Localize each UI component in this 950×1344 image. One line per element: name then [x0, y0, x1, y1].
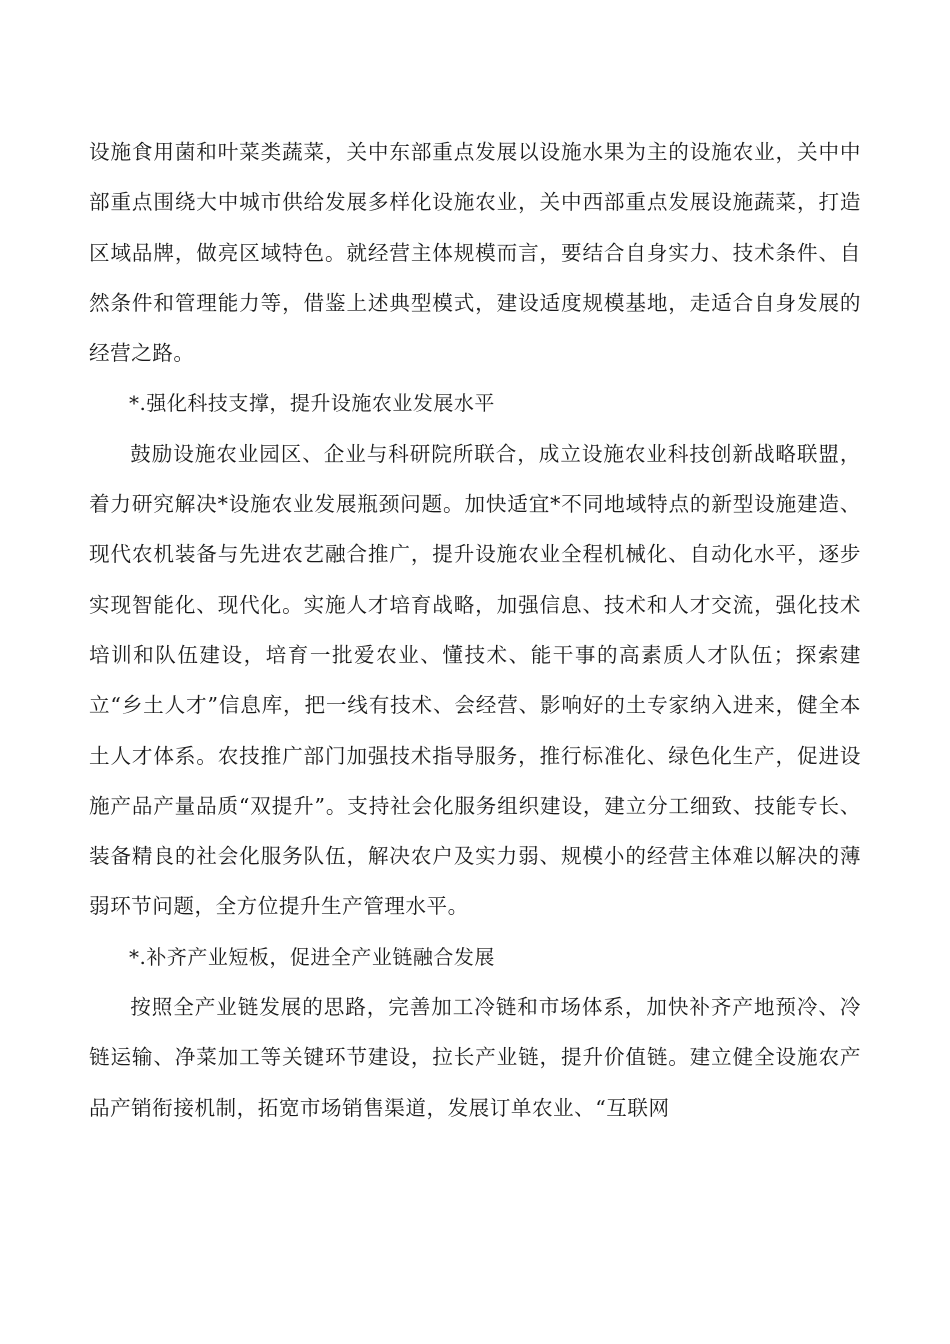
section-heading-tech-support: *.强化科技支撑，提升设施农业发展水平	[129, 391, 495, 416]
paragraph-tech-support: 鼓励设施农业园区、企业与科研院所联合，成立设施农业科技创新战略联盟，着力研究解决*设施农业发展瓶颈问题。加快适宜*不同地域特点的新型设施建造、现代农机装备与先进农艺融合推广，提升设施农业全程机械化、自动化水平，逐步实现智能化、现代化。实施人才培育战略，加强信息、技术和人才交流，强化技术培训和队伍建设，培育一批爱农业、懂技术、能干事的高素质人才队伍；探索建立“乡土人才”信息库，把一线有技术、会经营、影响好的土专家纳入进来，健全本土人才体系。农技推广部门加强技术指导服务，推行标准化、绿色化生产，促进设施产品产量品质“双提升”。支持社会化服务组织建设，建立分工细致、技能专长、装备精良的社会化服务队伍，解决农户及实力弱、规模小的经营主体难以解决的薄弱环节问题，全方位提升生产管理水平。	[89, 441, 861, 919]
paragraph-continued: 设施食用菌和叶菜类蔬菜，关中东部重点发展以设施水果为主的设施农业，关中中部重点围绕大中城市供给发展多样化设施农业，关中西部重点发展设施蔬菜，打造区域品牌，做亮区域特色。就经营主体规模而言，要结合自身实力、技术条件、自然条件和管理能力等，借鉴上述典型模式，建设适度规模基地，走适合自身发展的经营之路。	[89, 140, 861, 366]
document-body	[89, 127, 861, 1133]
paragraph-industry-chain: 按照全产业链发展的思路，完善加工冷链和市场体系，加快补齐产地预冷、冷链运输、净菜加工等关键环节建设，拉长产业链，提升价值链。建立健全设施农产品产销衔接机制，拓宽市场销售渠道，发展订单农业、“互联网	[89, 995, 861, 1120]
section-heading-industry-chain: *.补齐产业短板，促进全产业链融合发展	[129, 944, 495, 969]
